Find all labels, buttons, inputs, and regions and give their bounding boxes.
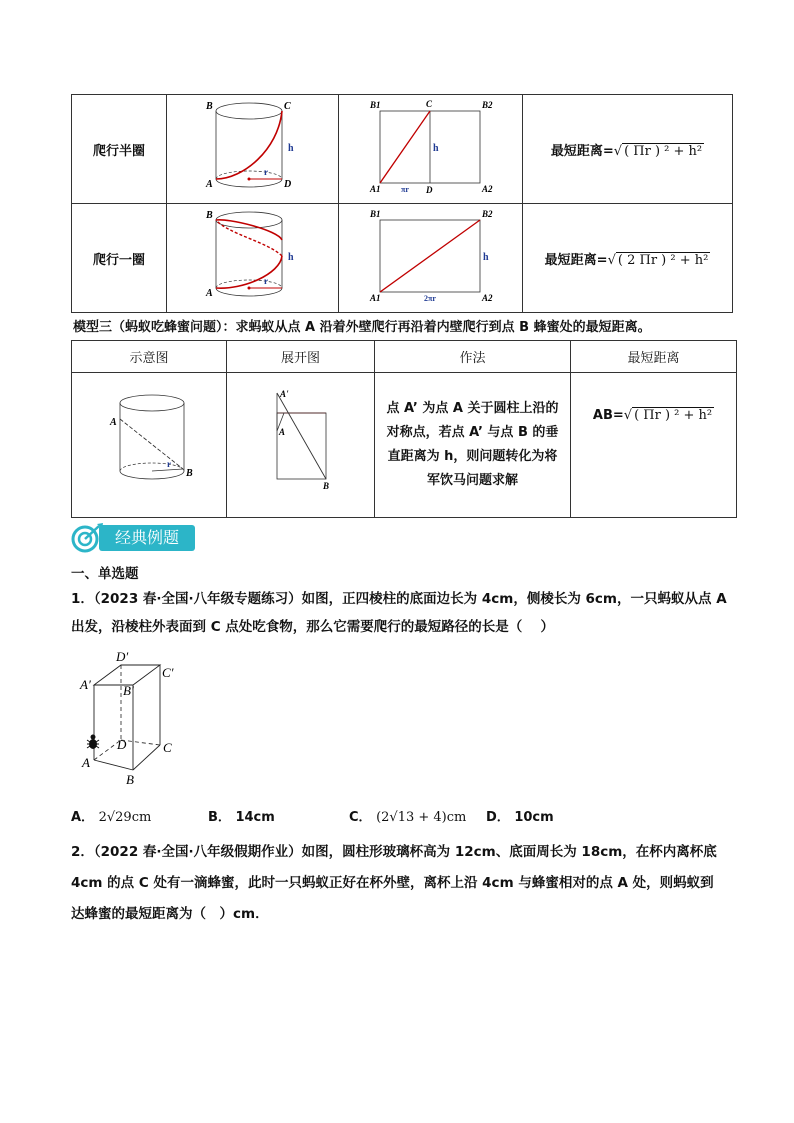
option-a[interactable]: A． 2√29cm — [71, 810, 152, 825]
svg-text:A′: A′ — [80, 677, 91, 692]
header-method: 作法 — [375, 341, 571, 373]
svg-text:A: A — [278, 427, 285, 437]
half-formula: 最短距离=√ ( Πr ) ² + h² — [523, 95, 733, 204]
svg-text:πr: πr — [400, 185, 409, 194]
svg-text:A: A — [205, 288, 213, 299]
question-2 — [71, 837, 731, 930]
row-label-full: 爬行一圈 — [72, 204, 167, 313]
svg-text:C: C — [425, 99, 432, 109]
section-badge — [71, 522, 201, 554]
question-2-line3: 达蜂蜜的最短距离为（ ）cm． — [71, 906, 269, 922]
svg-text:B: B — [205, 210, 213, 221]
svg-text:B2: B2 — [481, 209, 493, 219]
svg-text:h: h — [287, 252, 294, 263]
ant-icon — [87, 735, 99, 750]
svg-text:A: A — [82, 755, 90, 770]
model3-unfold-figure — [227, 373, 375, 518]
model3-method: 点 A’ 为点 A 关于圆柱上沿的 对称点，若点 A’ 与点 B 的垂 直距离为 h，则问题转化为将 军饮马问题求解 — [375, 373, 571, 518]
option-c[interactable]: C． (2√13 + 4)cm — [349, 810, 467, 825]
svg-text:2πr: 2πr — [423, 294, 436, 303]
full-unfold-figure — [339, 204, 523, 313]
option-d[interactable]: D． 10cm — [486, 810, 554, 825]
label-r: r — [263, 167, 268, 177]
model3-heading: 模型三（蚂蚁吃蜂蜜问题）：求蚂蚁从点 A 沿着外壁爬行再沿着内壁爬行到点 B 蜂蜜处的最短距离。 — [73, 320, 651, 335]
svg-text:A1: A1 — [369, 184, 381, 194]
question-2-line1: 2．（2022 春·全国·八年级假期作业）如图，圆柱形玻璃杯高为 12cm、底面周长为 18cm，在杯内离杯底 — [71, 844, 717, 860]
question-1 — [71, 585, 731, 641]
q1-options — [71, 806, 671, 824]
question-1-line1: 1．（2023 春·全国·八年级专题练习）如图，正四棱柱的底面边长为 4cm，侧棱长为 6cm，一只蚂蚁从点 A — [71, 591, 727, 607]
label-D: D — [283, 179, 291, 190]
svg-text:A2: A2 — [481, 184, 493, 194]
svg-text:C′: C′ — [162, 665, 174, 680]
svg-text:B1: B1 — [369, 100, 381, 110]
label-A: A — [205, 179, 213, 190]
svg-text:r: r — [263, 276, 268, 286]
half-cylinder-figure — [167, 95, 339, 204]
question-1-line2: 出发，沿棱柱外表面到 C 点处吃食物，那么它需要爬行的最短路径的长是（ ） — [71, 619, 555, 635]
prism-figure — [74, 645, 194, 790]
question-2-line2: 4cm 的点 C 处有一滴蜂蜜，此时一只蚂蚁正好在杯外壁，离杯上沿 4cm 与蜂蜜相对的点 A 处，则蚂蚁到 — [71, 875, 714, 891]
svg-text:B2: B2 — [481, 100, 493, 110]
header-shortest: 最短距离 — [571, 341, 737, 373]
full-cylinder-figure — [167, 204, 339, 313]
svg-text:B′: B′ — [123, 683, 134, 698]
svg-text:C: C — [163, 740, 172, 755]
model-table-3 — [71, 340, 737, 518]
svg-text:B: B — [126, 772, 134, 787]
svg-text:D′: D′ — [116, 649, 129, 664]
label-C: C — [283, 101, 291, 112]
model-table-1 — [71, 94, 733, 313]
model3-cylinder-figure — [72, 373, 227, 518]
option-b[interactable]: B． 14cm — [208, 810, 275, 825]
svg-text:A2: A2 — [481, 293, 493, 303]
svg-text:D: D — [117, 737, 127, 752]
svg-text:r: r — [167, 459, 171, 469]
svg-text:A: A — [110, 417, 117, 428]
svg-text:A1: A1 — [369, 293, 381, 303]
svg-text:B1: B1 — [369, 209, 381, 219]
row-label-half: 爬行半圈 — [72, 95, 167, 204]
label-B: B — [205, 101, 213, 112]
section-title: 一、单选题 — [71, 566, 139, 582]
header-diagram: 示意图 — [72, 341, 227, 373]
full-formula: 最短距离=√ ( 2 Πr ) ² + h² — [523, 204, 733, 313]
svg-text:A': A' — [279, 389, 289, 399]
section-badge-label: 经典例题 — [99, 525, 195, 551]
svg-text:h: h — [482, 252, 489, 263]
svg-text:B: B — [322, 481, 329, 491]
label-h: h — [287, 143, 294, 154]
svg-text:D: D — [425, 185, 432, 195]
svg-text:B: B — [186, 468, 193, 479]
half-unfold-figure — [339, 95, 523, 204]
header-unfold: 展开图 — [227, 341, 375, 373]
svg-text:h: h — [432, 143, 439, 154]
model3-formula: AB=√ ( Πr ) ² + h² — [571, 373, 737, 518]
